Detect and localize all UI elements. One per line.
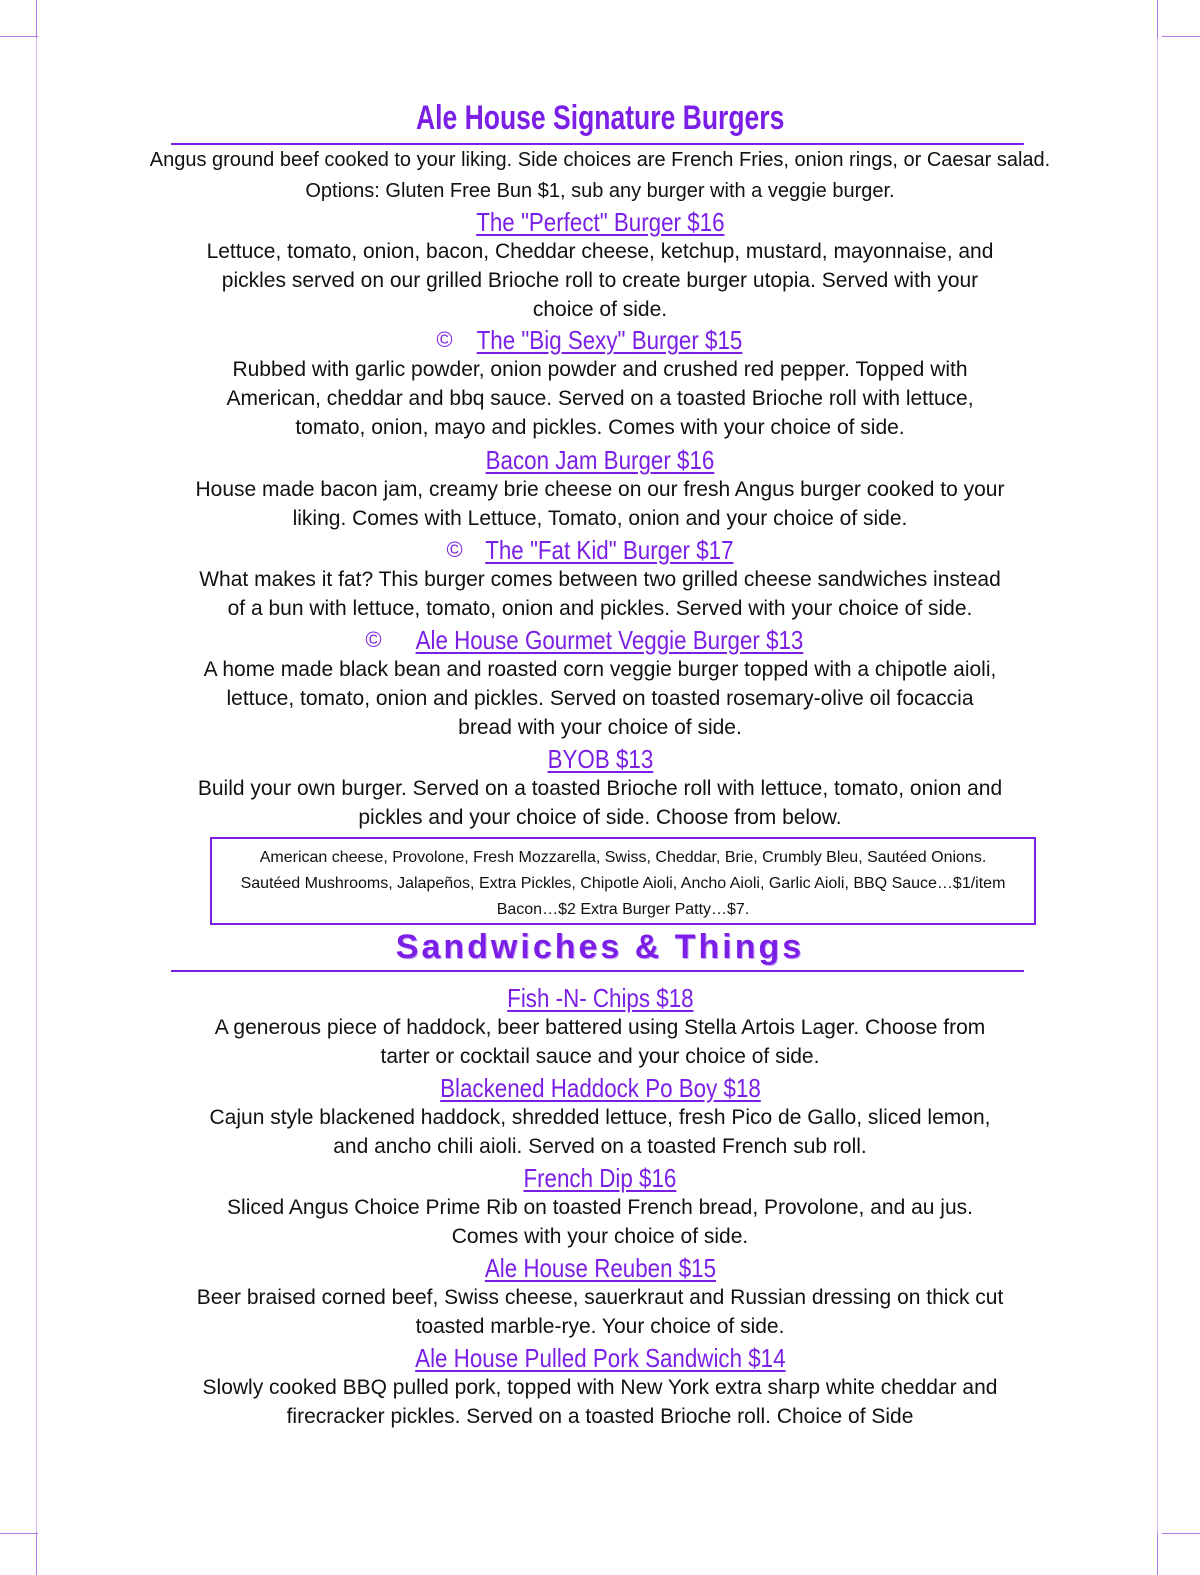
burgers-intro-line: Options: Gluten Free Bun $1, sub any burger with a veggie burger. bbox=[305, 180, 895, 202]
crop-mark-top-left bbox=[0, 36, 38, 37]
burgers-section-title: Ale House Signature Burgers bbox=[415, 99, 785, 137]
menu-item-desc-line: choice of side. bbox=[532, 298, 668, 321]
burgers-title-wrap bbox=[0, 101, 1200, 135]
menu-item-title: Ale House Pulled Pork Sandwich $14 bbox=[414, 1343, 786, 1373]
menu-item-desc-line: House made bacon jam, creamy brie cheese on our fresh Angus burger cooked to your bbox=[195, 478, 1005, 501]
menu-item-title: Fish -N- Chips $18 bbox=[506, 983, 694, 1013]
copyright-icon: © bbox=[436, 327, 453, 352]
crop-mark-right-top bbox=[1157, 0, 1158, 38]
menu-item-desc-line: firecracker pickles. Served on a toasted Brioche roll. Choice of Side bbox=[286, 1405, 914, 1428]
options-line: Sautéed Mushrooms, Jalapeños, Extra Pickles, Chipotle Aioli, Ancho Aioli, Garlic Aioli, BBQ Sauce…$1/item bbox=[240, 875, 1006, 892]
options-line: American cheese, Provolone, Fresh Mozzarella, Swiss, Cheddar, Brie, Crumbly Bleu, Sautéed Onions. bbox=[259, 849, 987, 866]
menu-item-title: Bacon Jam Burger $16 bbox=[485, 445, 715, 475]
menu-item-title: French Dip $16 bbox=[523, 1163, 677, 1193]
menu-item-byob bbox=[0, 744, 1200, 832]
menu-item-desc-line: lettuce, tomato, onion and pickles. Served on toasted rosemary-olive oil focaccia bbox=[226, 687, 974, 710]
menu-item-desc-line: Lettuce, tomato, onion, bacon, Cheddar cheese, ketchup, mustard, mayonnaise, and bbox=[206, 240, 994, 263]
menu-item-bacon-jam-burger bbox=[0, 445, 1200, 533]
sandwiches-title-wrap bbox=[0, 930, 1200, 964]
menu-item-pulled-pork bbox=[0, 1343, 1200, 1431]
crop-mark-bottom-right bbox=[1162, 1533, 1200, 1534]
menu-item-desc-line: pickles served on our grilled Brioche roll to create burger utopia. Served with your bbox=[221, 269, 979, 292]
menu-item-reuben bbox=[0, 1253, 1200, 1341]
menu-item-desc-line: A generous piece of haddock, beer battered using Stella Artois Lager. Choose from bbox=[214, 1016, 986, 1039]
menu-item-veggie-burger bbox=[0, 625, 1200, 742]
menu-item-desc-line: and ancho chili aioli. Served on a toasted French sub roll. bbox=[333, 1135, 867, 1158]
menu-item-perfect-burger bbox=[0, 207, 1200, 324]
menu-item-desc-line: Comes with your choice of side. bbox=[451, 1225, 749, 1248]
menu-item-desc-line: Build your own burger. Served on a toasted Brioche roll with lettuce, tomato, onion and bbox=[197, 777, 1003, 800]
crop-mark-left-bottom bbox=[36, 1533, 37, 1575]
menu-item-title: The "Big Sexy" Burger $15 bbox=[476, 325, 742, 355]
burgers-intro-line: Angus ground beef cooked to your liking. Side choices are French Fries, onion rings, or Caesar salad. bbox=[149, 149, 1051, 171]
copyright-icon: © bbox=[365, 627, 382, 652]
burger-options-box bbox=[210, 837, 1036, 925]
sandwiches-title-rule bbox=[171, 970, 1024, 972]
crop-mark-bottom-left bbox=[0, 1533, 38, 1534]
options-line: Bacon…$2 Extra Burger Patty…$7. bbox=[496, 901, 750, 918]
menu-item-title: The "Perfect" Burger $16 bbox=[475, 207, 725, 237]
menu-item-title: The "Fat Kid" Burger $17 bbox=[484, 535, 734, 565]
menu-item-desc-line: of a bun with lettuce, tomato, onion and pickles. Served with your choice of side. bbox=[227, 597, 973, 620]
crop-mark-left-top bbox=[36, 0, 37, 38]
menu-item-title: BYOB $13 bbox=[547, 744, 653, 774]
menu-item-title: Ale House Reuben $15 bbox=[484, 1253, 716, 1283]
menu-item-title: Blackened Haddock Po Boy $18 bbox=[439, 1073, 761, 1103]
menu-item-french-dip bbox=[0, 1163, 1200, 1251]
copyright-icon: © bbox=[446, 537, 463, 562]
menu-item-fish-n-chips bbox=[0, 983, 1200, 1071]
sandwiches-section-title: Sandwiches & Things bbox=[395, 928, 805, 966]
crop-mark-right-bottom bbox=[1157, 1533, 1158, 1575]
menu-item-desc-line: Cajun style blackened haddock, shredded lettuce, fresh Pico de Gallo, sliced lemon, bbox=[209, 1106, 991, 1129]
menu-item-fat-kid-burger bbox=[0, 535, 1200, 623]
menu-item-desc-line: Rubbed with garlic powder, onion powder and crushed red pepper. Topped with bbox=[232, 358, 968, 381]
menu-item-desc-line: Sliced Angus Choice Prime Rib on toasted French bread, Provolone, and au jus. bbox=[227, 1196, 973, 1219]
menu-item-desc-line: toasted marble-rye. Your choice of side. bbox=[415, 1315, 785, 1338]
menu-item-desc-line: bread with your choice of side. bbox=[458, 716, 742, 739]
menu-item-title: Ale House Gourmet Veggie Burger $13 bbox=[415, 625, 804, 655]
menu-item-desc-line: tarter or cocktail sauce and your choice of side. bbox=[380, 1045, 820, 1068]
menu-item-desc-line: American, cheddar and bbq sauce. Served on a toasted Brioche roll with lettuce, bbox=[226, 387, 974, 410]
crop-mark-top-right bbox=[1162, 36, 1200, 37]
menu-item-desc-line: Beer braised corned beef, Swiss cheese, sauerkraut and Russian dressing on thick cut bbox=[196, 1286, 1004, 1309]
menu-item-big-sexy-burger bbox=[0, 325, 1200, 442]
menu-item-desc-line: liking. Comes with Lettuce, Tomato, onion and your choice of side. bbox=[292, 507, 908, 530]
menu-item-haddock-po-boy bbox=[0, 1073, 1200, 1161]
burgers-intro bbox=[0, 145, 1200, 207]
menu-item-desc-line: Slowly cooked BBQ pulled pork, topped with New York extra sharp white cheddar and bbox=[202, 1376, 998, 1399]
menu-item-desc-line: tomato, onion, mayo and pickles. Comes with your choice of side. bbox=[295, 416, 905, 439]
menu-item-desc-line: A home made black bean and roasted corn veggie burger topped with a chipotle aioli, bbox=[203, 658, 997, 681]
menu-item-desc-line: What makes it fat? This burger comes between two grilled cheese sandwiches instead bbox=[199, 568, 1001, 591]
menu-item-desc-line: pickles and your choice of side. Choose from below. bbox=[358, 806, 842, 829]
